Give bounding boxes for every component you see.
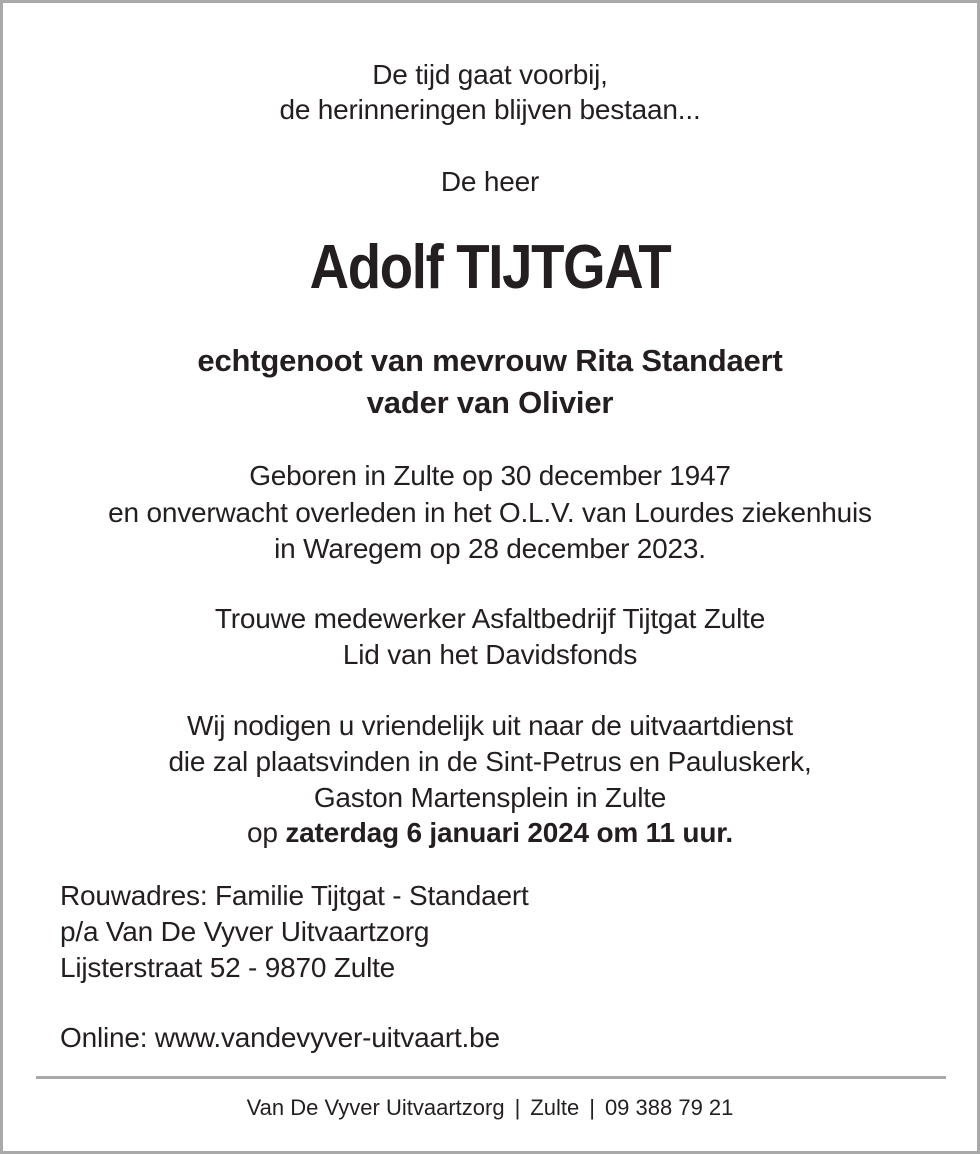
footer-separator-1: | [514, 1095, 521, 1120]
footer-company: Van De Vyver Uitvaartzorg [246, 1095, 505, 1120]
footer-separator-2: | [589, 1095, 595, 1120]
deceased-name: Adolf TIJTGAT [309, 233, 671, 302]
footer [3, 1094, 977, 1122]
mourning-address-line-1: Rouwadres: Familie Tijtgat - Standaert [60, 880, 529, 911]
salutation: De heer [440, 166, 540, 197]
online-link[interactable]: Online: www.vandevyver-uitvaart.be [60, 1022, 500, 1053]
footer-city: Zulte [530, 1095, 580, 1120]
motto-line-2: de herinneringen blijven bestaan... [279, 94, 701, 125]
funeral-date [3, 816, 977, 850]
invitation-line-2: die zal plaatsvinden in de Sint-Petrus en Pauluskerk, [168, 746, 812, 777]
birth-line: Geboren in Zulte op 30 december 1947 [249, 460, 731, 491]
employment-line: Trouwe medewerker Asfaltbedrijf Tijtgat Zulte [214, 603, 766, 634]
death-line: en onverwacht overleden in het O.L.V. van Lourdes ziekenhuis [108, 497, 872, 528]
invitation-line-1: Wij nodigen u vriendelijk uit naar de uitvaartdienst [187, 710, 793, 741]
footer-divider [36, 1076, 946, 1079]
membership-line: Lid van het Davidsfonds [342, 639, 638, 670]
motto-line-1: De tijd gaat voorbij, [372, 59, 608, 90]
child-relation: vader van Olivier [366, 385, 614, 420]
funeral-date-prefix: op [247, 817, 286, 848]
spouse-relation: echtgenoot van mevrouw Rita Standaert [197, 343, 783, 378]
mourning-address-line-2: p/a Van De Vyver Uitvaartzorg [60, 916, 430, 947]
footer-phone: 09 388 79 21 [604, 1095, 734, 1120]
church-location: Gaston Martensplein in Zulte [313, 782, 667, 813]
death-place-line: in Waregem op 28 december 2023. [274, 533, 706, 564]
mourning-address-line-3: Lijsterstraat 52 - 9870 Zulte [60, 952, 396, 983]
funeral-date-time: zaterdag 6 januari 2024 om 11 uur. [285, 817, 733, 848]
